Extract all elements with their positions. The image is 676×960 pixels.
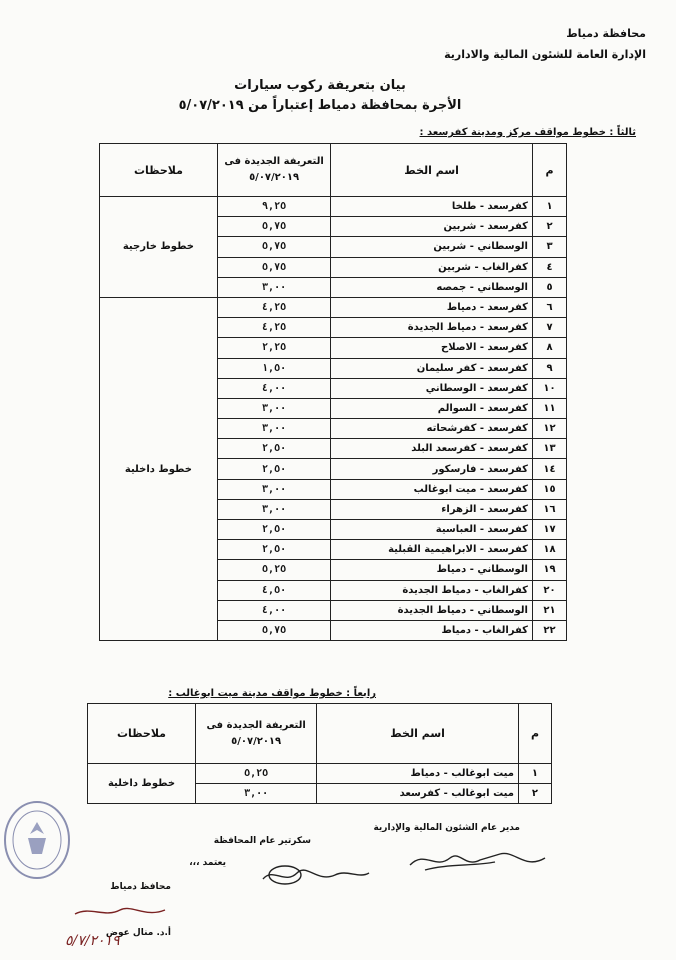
- route-fare: ٤,٢٥: [217, 297, 330, 317]
- route-name: كفرالغاب - دمياط الجديدة: [331, 580, 533, 600]
- col-header-notes: ملاحظات: [88, 704, 196, 764]
- row-num: ١٥: [533, 479, 567, 499]
- row-num: ٤: [533, 257, 567, 277]
- col-header-num: م: [518, 704, 551, 764]
- route-fare: ٤,٠٠: [217, 600, 330, 620]
- route-name: كفرسعد - السوالم: [331, 398, 533, 418]
- route-fare: ٣,٠٠: [217, 479, 330, 499]
- route-name: كفرالغاب - دمياط: [331, 620, 533, 640]
- row-num: ٥: [533, 277, 567, 297]
- route-name: كفرسعد - طلخا: [331, 197, 533, 217]
- row-num: ٨: [533, 338, 567, 358]
- director-signature: [405, 840, 555, 880]
- table-row: [88, 764, 552, 784]
- route-name: كفرسعد - الوسطاني: [331, 378, 533, 398]
- row-num: ١: [533, 197, 567, 217]
- row-num: ١٠: [533, 378, 567, 398]
- route-fare: ٩,٢٥: [217, 197, 330, 217]
- route-name: الوسطاني - جمصه: [331, 277, 533, 297]
- route-name: كفرسعد - الاصلاح: [331, 338, 533, 358]
- route-name: كفرسعد - ميت ابوغالب: [331, 479, 533, 499]
- route-group-label: خطوط داخلية: [88, 764, 196, 804]
- route-fare: ١,٥٠: [217, 358, 330, 378]
- table-row: [100, 197, 567, 217]
- section4-heading: رابعاً : خطوط مواقف مدينة ميت ابوغالب :: [168, 688, 376, 699]
- row-num: ١١: [533, 398, 567, 418]
- row-num: ٢: [533, 217, 567, 237]
- route-group-label: خطوط داخلية: [100, 297, 218, 640]
- route-group-label: خطوط خارجية: [100, 197, 218, 298]
- row-num: ٢١: [533, 600, 567, 620]
- governor-title: محافظ دمياط: [110, 882, 171, 892]
- row-num: ١٨: [533, 540, 567, 560]
- col-header-fare: التعريفة الجديدة فى ٥/٠٧/٢٠١٩: [217, 144, 330, 197]
- fare-table-kafr-saad: [99, 143, 567, 641]
- governor-signature: [70, 900, 170, 924]
- route-name: كفرسعد - دمياط: [331, 297, 533, 317]
- route-name: كفرسعد - دمياط الجديدة: [331, 318, 533, 338]
- route-fare: ٥,٧٥: [217, 217, 330, 237]
- row-num: ٢٢: [533, 620, 567, 640]
- route-fare: ٢,٥٠: [217, 520, 330, 540]
- row-num: ٧: [533, 318, 567, 338]
- route-name: الوسطاني - دمياط: [331, 560, 533, 580]
- governorate-name: محافظة دمياط: [566, 27, 646, 40]
- route-name: كفرسعد - كفرسعد البلد: [331, 439, 533, 459]
- route-fare: ٥,٧٥: [217, 620, 330, 640]
- route-fare: ٣,٠٠: [217, 277, 330, 297]
- governor-name: أ.د. منال عوض: [105, 928, 171, 938]
- row-num: ١٣: [533, 439, 567, 459]
- section3-heading: ثالثاً : خطوط مواقف مركز ومدينة كفرسعد :: [419, 127, 636, 138]
- route-fare: ٢,٥٠: [217, 439, 330, 459]
- approve-label: يعتمد ،،،: [189, 858, 226, 868]
- route-fare: ٣,٠٠: [217, 499, 330, 519]
- route-name: الوسطاني - شربين: [331, 237, 533, 257]
- row-num: ١: [518, 764, 551, 784]
- route-name: كفرسعد - الابراهيمية القبلية: [331, 540, 533, 560]
- secretary-signature: [255, 853, 375, 893]
- route-fare: ٤,٠٠: [217, 378, 330, 398]
- route-name: الوسطاني - دمياط الجديدة: [331, 600, 533, 620]
- row-num: ١٩: [533, 560, 567, 580]
- table-row: [100, 297, 567, 317]
- row-num: ١٧: [533, 520, 567, 540]
- department-name: الإدارة العامة للشئون المالية والادارية: [444, 48, 646, 61]
- route-name: كفرسعد - كفرشحاته: [331, 419, 533, 439]
- route-fare: ٤,٢٥: [217, 318, 330, 338]
- col-header-fare: التعريفة الجديدة فى ٥/٠٧/٢٠١٩: [196, 704, 317, 764]
- route-fare: ٢,٥٠: [217, 459, 330, 479]
- route-name: ميت ابوغالب - دمياط: [317, 764, 519, 784]
- route-fare: ٥,٢٥: [217, 560, 330, 580]
- route-fare: ٣,٠٠: [217, 419, 330, 439]
- doc-title-line2: الأجرة بمحافظة دمياط إعتباراً من ٥/٠٧/٢٠١٩: [178, 98, 462, 113]
- route-fare: ٣,٠٠: [217, 398, 330, 418]
- handwritten-date: ٥/٧/٢٠١٩: [65, 933, 120, 949]
- route-name: ميت ابوغالب - كفرسعد: [317, 784, 519, 804]
- route-fare: ٤,٥٠: [217, 580, 330, 600]
- col-header-num: م: [533, 144, 567, 197]
- row-num: ٢٠: [533, 580, 567, 600]
- row-num: ١٤: [533, 459, 567, 479]
- row-num: ٣: [533, 237, 567, 257]
- route-name: كفرالغاب - شربين: [331, 257, 533, 277]
- route-name: كفرسعد - كفر سليمان: [331, 358, 533, 378]
- row-num: ٩: [533, 358, 567, 378]
- route-name: كفرسعد - شربين: [331, 217, 533, 237]
- secretary-title: سكرتير عام المحافظة: [213, 836, 311, 846]
- fare-table-mit-abughaleb: [87, 703, 552, 804]
- director-title: مدير عام الشئون المالية والإدارية: [373, 823, 520, 833]
- route-name: كفرسعد - العباسية: [331, 520, 533, 540]
- official-seal-icon: [2, 800, 72, 880]
- route-name: كفرسعد - الزهراء: [331, 499, 533, 519]
- col-header-name: اسم الخط: [331, 144, 533, 197]
- route-fare: ٥,٧٥: [217, 257, 330, 277]
- route-fare: ٥,٧٥: [217, 237, 330, 257]
- route-fare: ٥,٢٥: [196, 764, 317, 784]
- row-num: ٦: [533, 297, 567, 317]
- col-header-notes: ملاحظات: [100, 144, 218, 197]
- col-header-name: اسم الخط: [317, 704, 519, 764]
- row-num: ١٦: [533, 499, 567, 519]
- doc-title-line1: بيان بتعريفة ركوب سيارات: [234, 78, 406, 93]
- row-num: ١٢: [533, 419, 567, 439]
- route-fare: ٢,٢٥: [217, 338, 330, 358]
- route-fare: ٢,٥٠: [217, 540, 330, 560]
- route-name: كفرسعد - فارسكور: [331, 459, 533, 479]
- row-num: ٢: [518, 784, 551, 804]
- route-fare: ٣,٠٠: [196, 784, 317, 804]
